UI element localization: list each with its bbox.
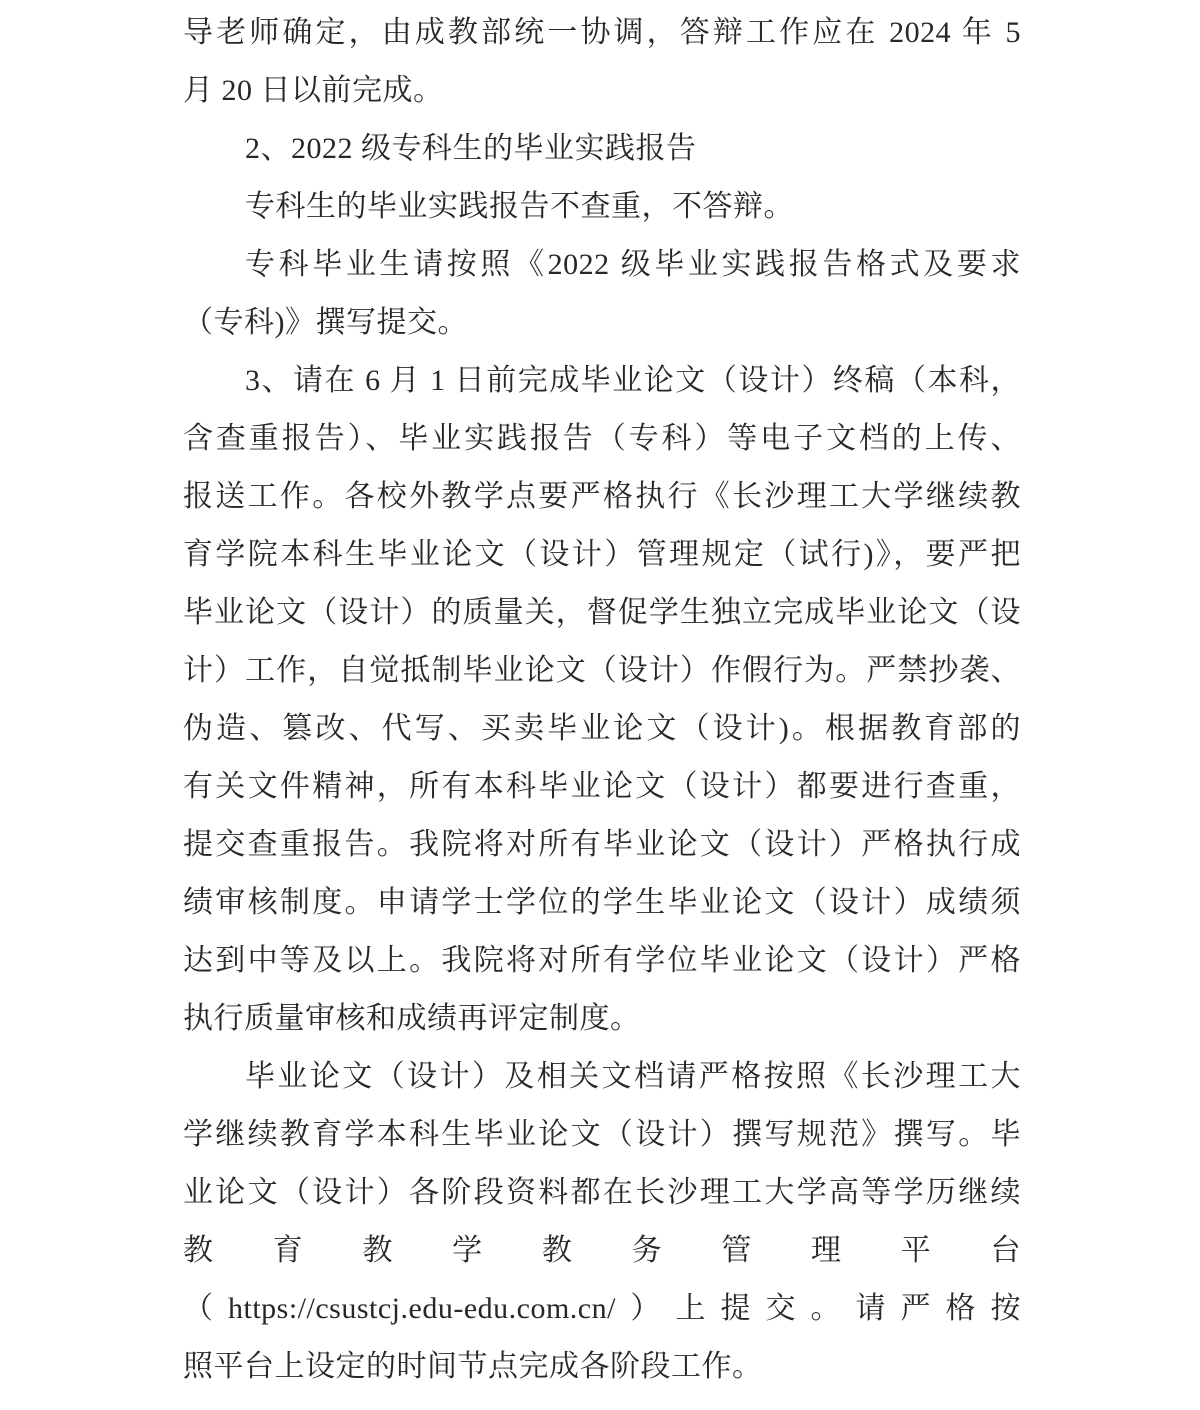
text-line: 报送工作。各校外教学点要严格执行《长沙理工大学继续教 xyxy=(183,480,1021,513)
text-line: 业论文（设计）各阶段资料都在长沙理工大学高等学历继续 xyxy=(183,1176,1021,1209)
text-line: （专科)》撰写提交。 xyxy=(183,306,468,339)
text-line: 执行质量审核和成绩再评定制度。 xyxy=(183,1002,641,1035)
text-line: 毕业论文（设计）及相关文档请严格按照《长沙理工大 xyxy=(245,1060,1021,1093)
text-line: 专科毕业生请按照《2022 级毕业实践报告格式及要求 xyxy=(245,248,1021,281)
text-line: 计）工作，自觉抵制毕业论文（设计）作假行为。严禁抄袭、 xyxy=(183,654,1021,687)
text-line: 照平台上设定的时间节点完成各阶段工作。 xyxy=(183,1350,763,1383)
text-line: 学继续教育学本科生毕业论文（设计）撰写规范》撰写。毕 xyxy=(183,1118,1021,1151)
text-line: 月 20 日以前完成。 xyxy=(183,74,444,107)
text-line: 专科生的毕业实践报告不查重，不答辩。 xyxy=(245,190,794,223)
text-line: 含查重报告）、毕业实践报告（专科）等电子文档的上传、 xyxy=(183,422,1021,455)
text-line: 毕业论文（设计）的质量关，督促学生独立完成毕业论文（设 xyxy=(183,596,1021,629)
text-line: 绩审核制度。申请学士学位的学生毕业论文（设计）成绩须 xyxy=(183,886,1021,919)
text-line: 2、2022 级专科生的毕业实践报告 xyxy=(245,132,697,165)
text-line: 导老师确定，由成教部统一协调，答辩工作应在 2024 年 5 xyxy=(183,16,1021,49)
text-line: 提交查重报告。我院将对所有毕业论文（设计）严格执行成 xyxy=(183,828,1021,861)
document-body xyxy=(183,4,1021,1396)
text-line: 达到中等及以上。我院将对所有学位毕业论文（设计）严格 xyxy=(183,944,1021,977)
text-line: 育学院本科生毕业论文（设计）管理规定（试行)》，要严把 xyxy=(183,538,1021,571)
text-line: 教育教学教务管理平台 xyxy=(183,1234,1021,1267)
text-line: （https://csustcj.edu-edu.com.cn/）上提交。请严格按 xyxy=(183,1292,1021,1325)
text-line: 有关文件精神，所有本科毕业论文（设计）都要进行查重， xyxy=(183,770,1021,803)
text-line: 伪造、篡改、代写、买卖毕业论文（设计)。根据教育部的 xyxy=(183,712,1021,745)
text-line: 3、请在 6 月 1 日前完成毕业论文（设计）终稿（本科， xyxy=(245,364,1021,397)
